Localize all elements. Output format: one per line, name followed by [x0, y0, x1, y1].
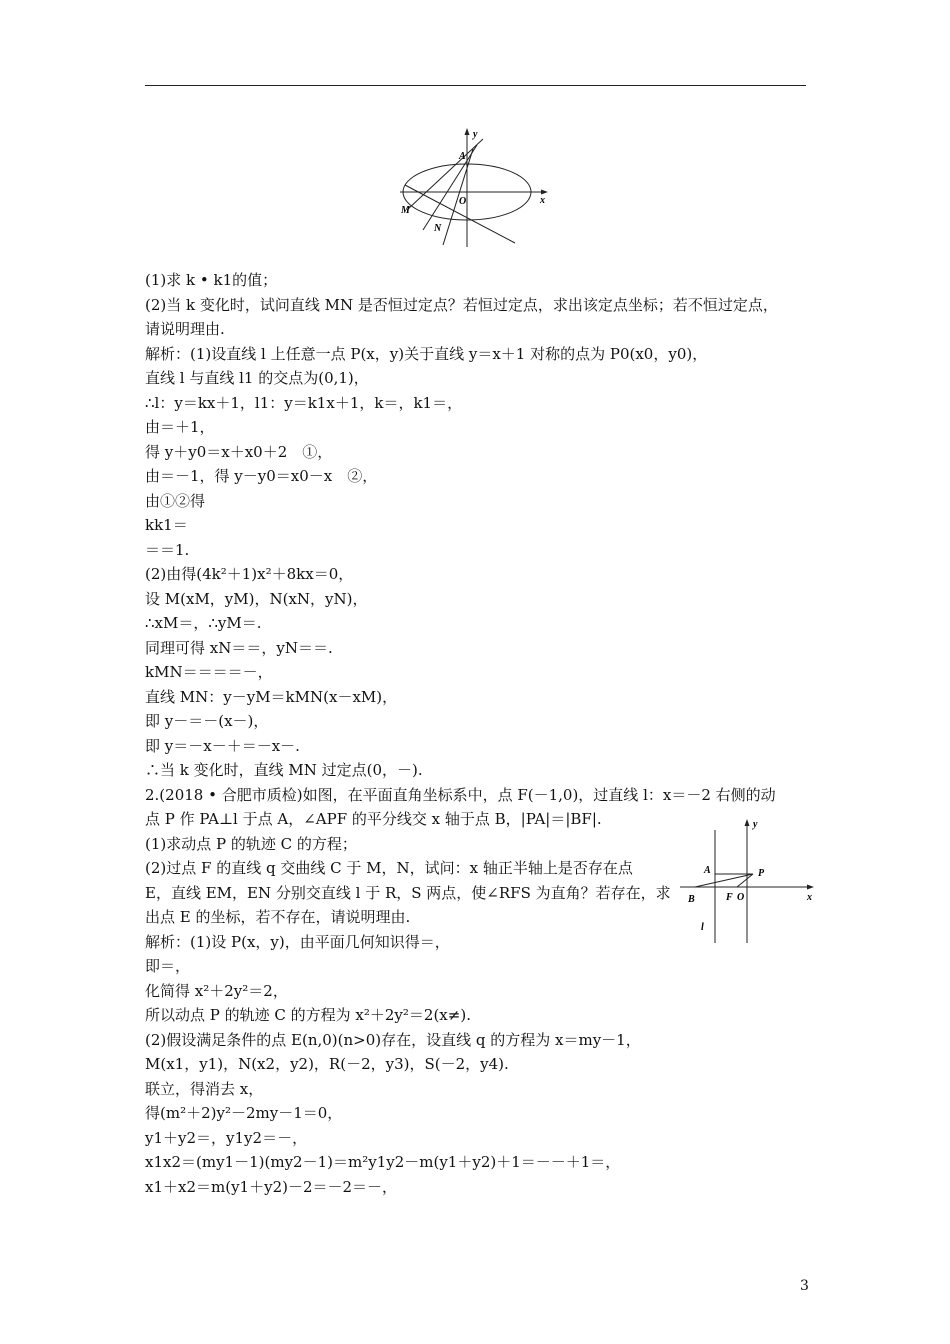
text-line: (2)由得(4k²＋1)x²＋8kx＝0， — [145, 565, 354, 583]
text-line: (1)求 k • k1的值； — [145, 271, 278, 289]
text-line: 出点 E 的坐标，若不存在，请说明理由. — [145, 908, 411, 926]
text-line: 直线 l 与直线 l1 的交点为(0,1)， — [145, 369, 369, 387]
x-axis-arrow — [807, 885, 814, 890]
text-line: 即 y＝－x－＋＝－x－. — [145, 737, 300, 755]
text-line: (1)求动点 P 的轨迹 C 的方程； — [145, 835, 357, 853]
fig2-label-a: A — [704, 865, 711, 876]
text-line: 解析：(1)设 P(x，y)，由平面几何知识得＝， — [145, 933, 450, 951]
text-line: 即 y－＝－(x－)， — [145, 712, 269, 730]
fig2-label-o: O — [737, 892, 745, 903]
text-line: E，直线 EM，EN 分别交直线 l 于 R，S 两点，使∠RFS 为直角？若存在，求 — [145, 884, 671, 902]
text-line: ∴xM＝，∴yM＝. — [145, 614, 262, 632]
text-line: 联立，得消去 x， — [145, 1080, 264, 1098]
ellipse-figure — [395, 125, 555, 255]
text-line: y1＋y2＝，y1y2＝－， — [145, 1129, 308, 1147]
text-line: (2)假设满足条件的点 E(n,0)(n>0)存在，设直线 q 的方程为 x＝my－1， — [145, 1031, 641, 1049]
text-line: 点 P 作 PA⊥l 于点 A，∠APF 的平分线交 x 轴于点 B，|PA|＝|BF|. — [145, 810, 602, 828]
text-line: (2)当 k 变化时，试问直线 MN 是否恒过定点？若恒过定点，求出该定点坐标；若不恒过定点， — [145, 296, 778, 314]
page-number: 3 — [800, 1278, 809, 1294]
text-line: 由＝＋1， — [145, 418, 215, 436]
text-line: 解析：(1)设直线 l 上任意一点 P(x，y)关于直线 y＝x＋1 对称的点为 P0(x0，y0)， — [145, 345, 708, 363]
fig1-label-n: N — [434, 223, 442, 234]
fig2-label-f: F — [726, 892, 733, 903]
header-rule — [145, 85, 806, 86]
x-axis-arrow — [541, 190, 548, 195]
text-line: 得(m²＋2)y²－2my－1＝0， — [145, 1104, 343, 1122]
fig2-label-p: P — [758, 868, 765, 879]
line-steep — [443, 149, 473, 245]
text-line: x1x2＝(my1－1)(my2－1)＝m²y1y2－m(y1＋y2)＋1＝－－＋1＝， — [145, 1153, 621, 1171]
text-line: kk1＝ — [145, 516, 188, 534]
fig2-label-y: y — [753, 819, 758, 830]
fig1-label-y: y — [473, 129, 478, 140]
text-line: kMN＝＝＝＝－， — [145, 663, 273, 681]
text-line: ＝＝1. — [145, 541, 190, 559]
fig1-label-m: M — [401, 205, 410, 216]
text-line: 得 y＋y0＝x＋x0＋2 ①， — [145, 443, 333, 461]
text-line: 所以动点 P 的轨迹 C 的方程为 x²＋2y²＝2(x≠). — [145, 1006, 471, 1024]
line-l-m — [407, 139, 483, 210]
line-mn — [405, 185, 515, 243]
trajectory-figure — [675, 815, 820, 945]
text-line: 设 M(xM，yM)，N(xN，yN)， — [145, 590, 368, 608]
fig2-label-x: x — [807, 892, 812, 903]
text-line: 同理可得 xN＝＝，yN＝＝. — [145, 639, 333, 657]
fig1-label-a: A — [459, 151, 466, 162]
text-line: 2.(2018 • 合肥市质检)如图，在平面直角坐标系中，点 F(－1,0)，过直线 l：x＝－2 右侧的动 — [145, 786, 776, 804]
fig1-label-o: O — [459, 196, 467, 207]
text-line: 即＝， — [145, 957, 191, 975]
text-line: ∴l：y＝kx＋1，l1：y＝k1x＋1，k＝，k1＝， — [145, 394, 463, 412]
y-axis-arrow — [465, 128, 470, 135]
y-axis-arrow — [745, 819, 750, 826]
fig1-label-x: x — [540, 195, 545, 206]
fig2-label-b: B — [688, 894, 695, 905]
text-line: x1＋x2＝m(y1＋y2)－2＝－2＝－， — [145, 1178, 398, 1196]
text-line: M(x1，y1)，N(x2，y2)，R(－2，y3)，S(－2，y4). — [145, 1055, 509, 1073]
text-line: 请说明理由. — [145, 320, 225, 338]
text-line: 化简得 x²＋2y²＝2， — [145, 982, 288, 1000]
text-line: (2)过点 F 的直线 q 交曲线 C 于 M，N，试问：x 轴正半轴上是否存在点 — [145, 859, 633, 877]
text-line: 直线 MN：y－yM＝kMN(x－xM)， — [145, 688, 398, 706]
text-line: 由＝－1，得 y－y0＝x0－x ②， — [145, 467, 378, 485]
text-line: ∴当 k 变化时，直线 MN 过定点(0，－). — [145, 761, 423, 779]
text-line: 由①②得 — [145, 492, 206, 510]
fig2-label-l: l — [701, 922, 704, 933]
